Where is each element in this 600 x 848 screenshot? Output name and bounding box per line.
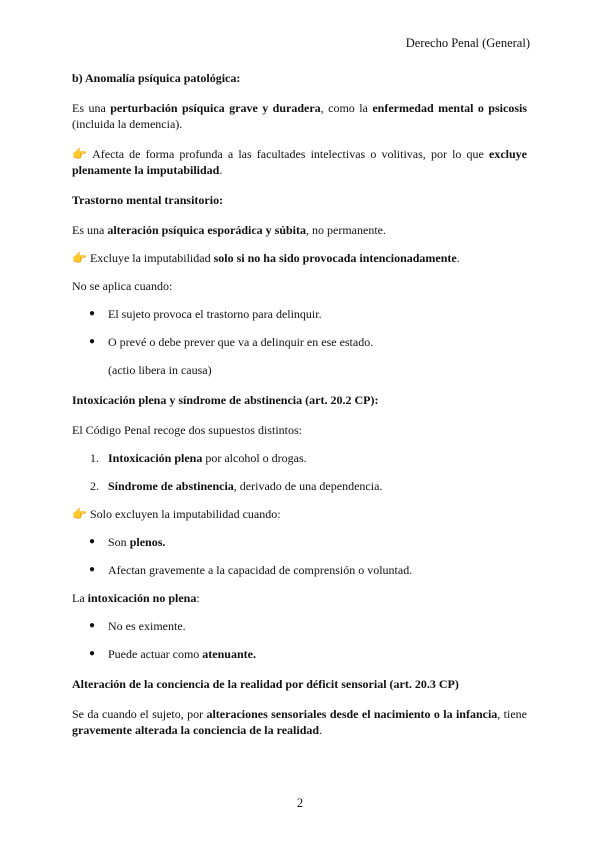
paragraph-anomalia-definition: Es una perturbación psíquica grave y duradera, como la enfermedad mental o psicosis (incluida la demencia). xyxy=(72,101,527,131)
paragraph-intoxicacion-intro: El Código Penal recoge dos supuestos distintos: xyxy=(72,423,302,437)
document-header: Derecho Penal (General) xyxy=(405,36,530,50)
numbered-list-supuestos xyxy=(72,450,527,494)
list-item: ● O prevé o debe prever que va a delinquir en ese estado. xyxy=(72,334,527,350)
heading-trastorno: Trastorno mental transitorio: xyxy=(72,193,224,207)
paragraph-anomalia-effect: 👉 Afecta de forma profunda a las facultades intelectivas o volitivas, por lo que excluye plenamente la imputabilidad. xyxy=(72,147,527,177)
paragraph-intoxicacion-no-plena: La intoxicación no plena: xyxy=(72,591,200,605)
paragraph-trastorno-exceptions: No se aplica cuando: xyxy=(72,279,173,293)
pointing-hand-icon: 👉 xyxy=(72,507,87,521)
list-item: 2. Síndrome de abstinencia, derivado de una dependencia. xyxy=(90,479,383,493)
paragraph-trastorno-effect: 👉 Excluye la imputabilidad solo si no ha sido provocada intencionadamente. xyxy=(72,251,460,265)
paragraph-alteracion-conciencia: Se da cuando el sujeto, por alteraciones sensoriales desde el nacimiento o la infancia, tiene gravemente alterada la conciencia de la realidad. xyxy=(72,707,527,737)
pointing-hand-icon: 👉 xyxy=(72,251,87,265)
bullet-list-no-plena xyxy=(72,618,527,662)
paragraph-trastorno-definition: Es una alteración psíquica esporádica y súbita, no permanente. xyxy=(72,223,386,237)
bullet-list-trastorno xyxy=(72,306,527,350)
document-body xyxy=(72,70,527,738)
list-item: ● El sujeto provoca el trastorno para delinquir. xyxy=(72,306,527,322)
pointing-hand-icon: 👉 xyxy=(72,147,90,161)
note-actio-libera: (actio libera in causa) xyxy=(108,363,212,377)
bullet-list-conditions xyxy=(72,534,527,578)
page-number: 2 xyxy=(296,796,304,810)
paragraph-intoxicacion-conditions: 👉 Solo excluyen la imputabilidad cuando: xyxy=(72,507,281,521)
list-item: 1. Intoxicación plena por alcohol o drogas. xyxy=(90,451,307,465)
list-item: ● Son plenos. xyxy=(72,534,527,550)
heading-alteracion-conciencia: Alteración de la conciencia de la realidad por déficit sensorial (art. 20.3 CP) xyxy=(72,677,459,691)
list-item: ● Afectan gravemente a la capacidad de comprensión o voluntad. xyxy=(72,562,527,578)
heading-intoxicacion: Intoxicación plena y síndrome de abstinencia (art. 20.2 CP): xyxy=(72,393,379,407)
heading-anomalia: b) Anomalía psíquica patológica: xyxy=(72,71,241,85)
list-item: ● Puede actuar como atenuante. xyxy=(72,646,527,662)
list-item: ● No es eximente. xyxy=(72,618,527,634)
